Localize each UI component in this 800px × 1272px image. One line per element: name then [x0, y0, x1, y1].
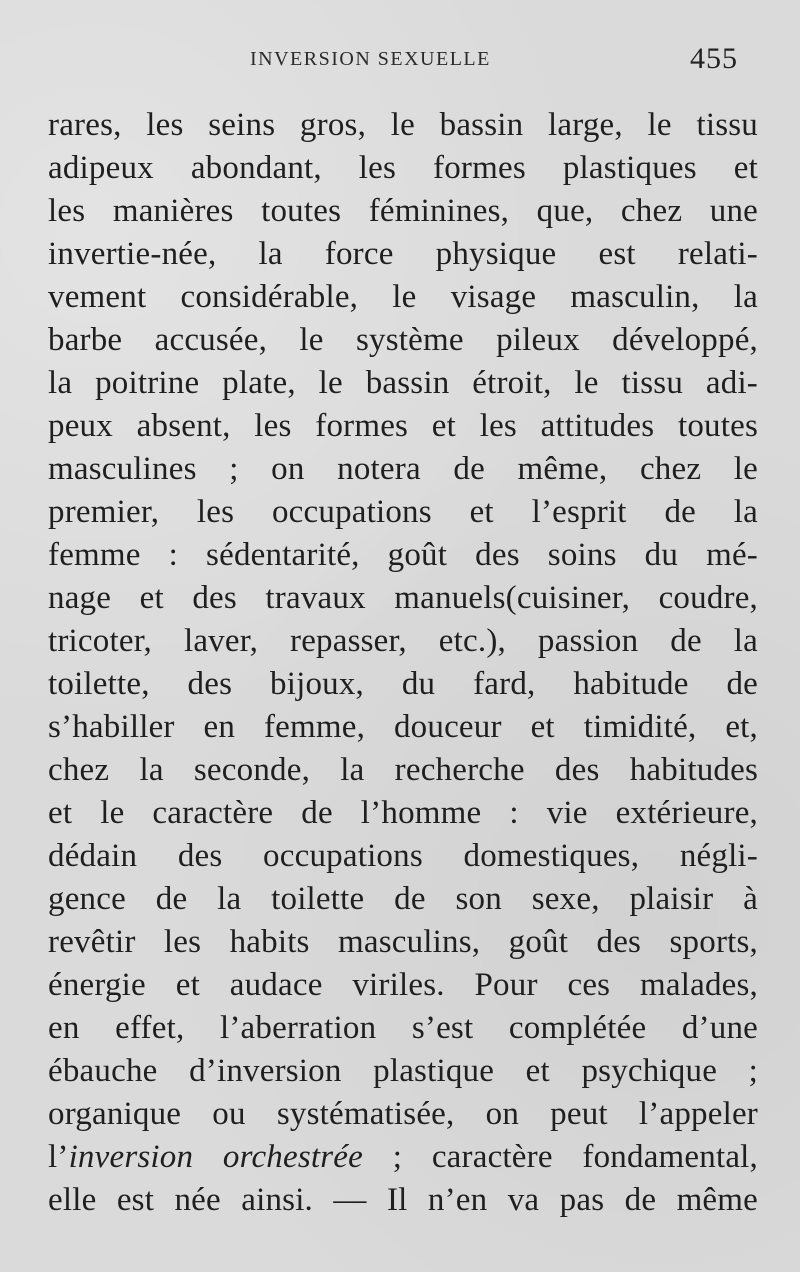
- italic-term: inversion orchestrée: [68, 1139, 363, 1175]
- text-line-20: revêtir les habits masculins, goût des sports,: [48, 924, 758, 960]
- text-line-19: gence de la toilette de son sexe, plaisir à: [48, 881, 758, 917]
- running-head: [0, 36, 800, 86]
- text-line-11: femme : sédentarité, goût des soins du mé-: [48, 537, 758, 573]
- text-line-7: la poitrine plate, le bassin étroit, le tissu adi-: [48, 365, 758, 401]
- text-line-25: [48, 1136, 758, 1179]
- text-line-17: et le caractère de l’homme : vie extérieure,: [48, 795, 758, 831]
- text-line-1: rares, les seins gros, le bassin large, le tissu: [48, 107, 758, 143]
- text-line-6: barbe accusée, le système pileux développé,: [48, 322, 758, 358]
- text-line-13: tricoter, laver, repasser, etc.), passion de la: [48, 623, 758, 659]
- text-line-5: vement considérable, le visage masculin, la: [48, 279, 758, 315]
- text-line-15: s’habiller en femme, douceur et timidité, et,: [48, 709, 758, 745]
- text-line-16: chez la seconde, la recherche des habitudes: [48, 752, 758, 788]
- text-line-25-prefix: l’: [48, 1139, 69, 1175]
- text-line-3: les manières toutes féminines, que, chez une: [48, 193, 758, 229]
- text-line-8: peux absent, les formes et les attitudes toutes: [48, 408, 758, 444]
- text-line-21: énergie et audace viriles. Pour ces malades,: [48, 967, 758, 1003]
- body-text: [48, 104, 758, 1222]
- text-line-18: dédain des occupations domestiques, négli-: [48, 838, 758, 874]
- text-line-4: invertie-née, la force physique est relati-: [48, 236, 758, 272]
- text-line-25-suffix: ; caractère fondamental,: [362, 1139, 758, 1175]
- text-line-12: nage et des travaux manuels(cuisiner, coudre,: [48, 580, 758, 616]
- text-line-2: adipeux abondant, les formes plastiques et: [48, 150, 758, 186]
- text-line-9: masculines ; on notera de même, chez le: [48, 451, 758, 487]
- text-line-10: premier, les occupations et l’esprit de la: [48, 494, 758, 530]
- running-title: INVERSION SEXUELLE: [250, 48, 491, 70]
- text-line-26: elle est née ainsi. — Il n’en va pas de même: [48, 1182, 758, 1218]
- page-number: 455: [690, 42, 738, 75]
- text-line-22: en effet, l’aberration s’est complétée d’une: [48, 1010, 758, 1046]
- text-line-14: toilette, des bijoux, du fard, habitude de: [48, 666, 758, 702]
- text-line-24: organique ou systématisée, on peut l’appeler: [48, 1096, 758, 1132]
- text-line-23: ébauche d’inversion plastique et psychique ;: [48, 1053, 758, 1089]
